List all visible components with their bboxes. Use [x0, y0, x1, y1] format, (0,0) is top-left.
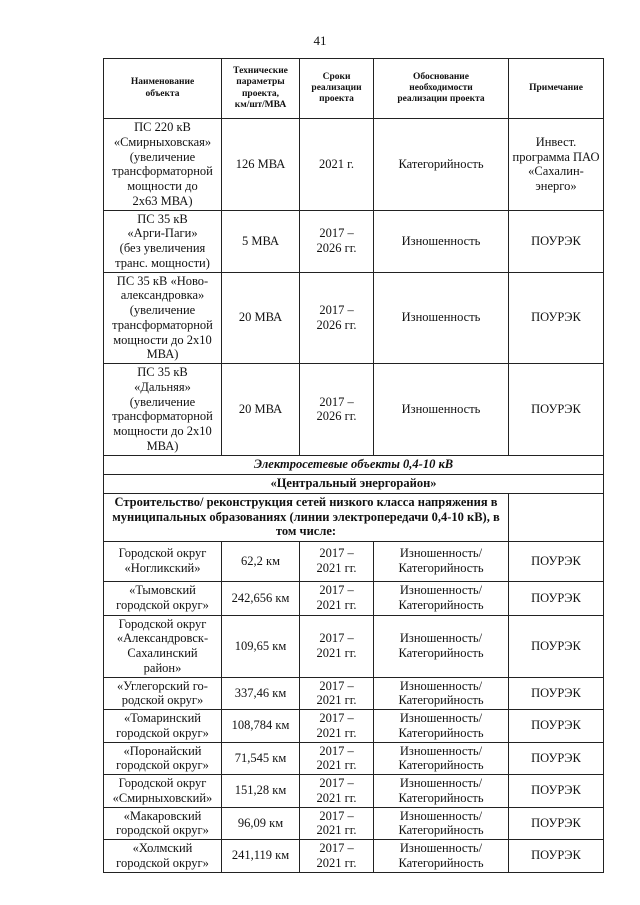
substation-term: 2021 г. — [300, 119, 374, 211]
district-params: 151,28 км — [222, 775, 300, 808]
district-term: 2017 – 2021 гг. — [300, 710, 374, 743]
substation-note: ПОУРЭК — [509, 364, 604, 456]
investment-table — [103, 58, 604, 873]
district-term: 2017 – 2021 гг. — [300, 677, 374, 710]
district-reason: Изношенность/ Категорийность — [374, 840, 509, 873]
substation-name: ПС 35 кВ «Дальняя» (увеличение трансформаторной мощности до 2х10 МВА) — [104, 364, 222, 456]
district-reason: Изношенность/ Категорийность — [374, 581, 509, 615]
district-name: «Поронайский городской округ» — [104, 742, 222, 775]
district-name: «Холмский городской округ» — [104, 840, 222, 873]
district-term: 2017 – 2021 гг. — [300, 807, 374, 840]
district-term: 2017 – 2021 гг. — [300, 581, 374, 615]
district-note: ПОУРЭК — [509, 807, 604, 840]
district-note: ПОУРЭК — [509, 840, 604, 873]
section-title: Электросетевые объекты 0,4-10 кВ — [104, 455, 604, 474]
page-number: 41 — [313, 33, 327, 48]
substation-reason: Категорийность — [374, 119, 509, 211]
header-name: Наименование объекта — [104, 59, 222, 119]
substation-name: ПС 35 кВ «Ново- александровка» (увеличение трансформаторной мощности до 2х10 МВА) — [104, 272, 222, 364]
region-row — [104, 474, 604, 493]
table-row — [104, 807, 604, 840]
district-name: Городской округ «Александровск- Сахалинский район» — [104, 615, 222, 677]
table-row — [104, 677, 604, 710]
table-row — [104, 541, 604, 581]
group-title: Строительство/ реконструкция сетей низкого класса напряжения в муниципальных образованиях (линии электропередачи 0,4-10 кВ), в том числе: — [104, 493, 509, 541]
table-row — [104, 840, 604, 873]
substation-reason: Изношенность — [374, 210, 509, 272]
district-name: «Томаринский городской округ» — [104, 710, 222, 743]
table-row — [104, 742, 604, 775]
table-row — [104, 710, 604, 743]
table-header-row — [104, 59, 604, 119]
district-params: 109,65 км — [222, 615, 300, 677]
table-row — [104, 272, 604, 364]
district-note: ПОУРЭК — [509, 775, 604, 808]
district-reason: Изношенность/ Категорийность — [374, 615, 509, 677]
district-note: ПОУРЭК — [509, 541, 604, 581]
substation-params: 126 МВА — [222, 119, 300, 211]
group-row — [104, 493, 604, 541]
substation-note: ПОУРЭК — [509, 210, 604, 272]
table-row — [104, 364, 604, 456]
district-note: ПОУРЭК — [509, 615, 604, 677]
district-name: «Углегорский го- родской округ» — [104, 677, 222, 710]
substation-reason: Изношенность — [374, 364, 509, 456]
district-note: ПОУРЭК — [509, 710, 604, 743]
substation-note: Инвест. программа ПАО «Сахалин- энерго» — [509, 119, 604, 211]
header-params: Технические параметры проекта, км/шт/МВА — [222, 59, 300, 119]
district-params: 242,656 км — [222, 581, 300, 615]
district-reason: Изношенность/ Категорийность — [374, 742, 509, 775]
district-name: «Макаровский городской округ» — [104, 807, 222, 840]
district-params: 337,46 км — [222, 677, 300, 710]
district-params: 108,784 км — [222, 710, 300, 743]
district-reason: Изношенность/ Категорийность — [374, 677, 509, 710]
substation-params: 20 МВА — [222, 272, 300, 364]
district-reason: Изношенность/ Категорийность — [374, 541, 509, 581]
district-params: 96,09 км — [222, 807, 300, 840]
header-reason: Обоснование необходимости реализации проекта — [374, 59, 509, 119]
substation-name: ПС 220 кВ «Смирныховская» (увеличение трансформаторной мощности до 2х63 МВА) — [104, 119, 222, 211]
substation-note: ПОУРЭК — [509, 272, 604, 364]
district-params: 62,2 км — [222, 541, 300, 581]
district-term: 2017 – 2021 гг. — [300, 840, 374, 873]
district-name: Городской округ «Смирныховский» — [104, 775, 222, 808]
table-row — [104, 210, 604, 272]
substation-params: 20 МВА — [222, 364, 300, 456]
substation-term: 2017 – 2026 гг. — [300, 272, 374, 364]
district-reason: Изношенность/ Категорийность — [374, 775, 509, 808]
district-note: ПОУРЭК — [509, 581, 604, 615]
substation-name: ПС 35 кВ «Арги-Паги» (без увеличения транс. мощности) — [104, 210, 222, 272]
header-term: Сроки реализации проекта — [300, 59, 374, 119]
substation-term: 2017 – 2026 гг. — [300, 364, 374, 456]
section-row — [104, 455, 604, 474]
district-term: 2017 – 2021 гг. — [300, 742, 374, 775]
substation-reason: Изношенность — [374, 272, 509, 364]
table-row — [104, 775, 604, 808]
substation-params: 5 МВА — [222, 210, 300, 272]
district-name: «Тымовский городской округ» — [104, 581, 222, 615]
district-params: 241,119 км — [222, 840, 300, 873]
header-note: Примечание — [509, 59, 604, 119]
district-term: 2017 – 2021 гг. — [300, 541, 374, 581]
district-reason: Изношенность/ Категорийность — [374, 807, 509, 840]
group-note-empty — [509, 493, 604, 541]
district-params: 71,545 км — [222, 742, 300, 775]
district-note: ПОУРЭК — [509, 677, 604, 710]
district-name: Городской округ «Ногликский» — [104, 541, 222, 581]
table-row — [104, 119, 604, 211]
district-reason: Изношенность/ Категорийность — [374, 710, 509, 743]
region-title: «Центральный энергорайон» — [104, 474, 604, 493]
table-row — [104, 581, 604, 615]
district-term: 2017 – 2021 гг. — [300, 615, 374, 677]
substation-term: 2017 – 2026 гг. — [300, 210, 374, 272]
district-term: 2017 – 2021 гг. — [300, 775, 374, 808]
district-note: ПОУРЭК — [509, 742, 604, 775]
table-row — [104, 615, 604, 677]
